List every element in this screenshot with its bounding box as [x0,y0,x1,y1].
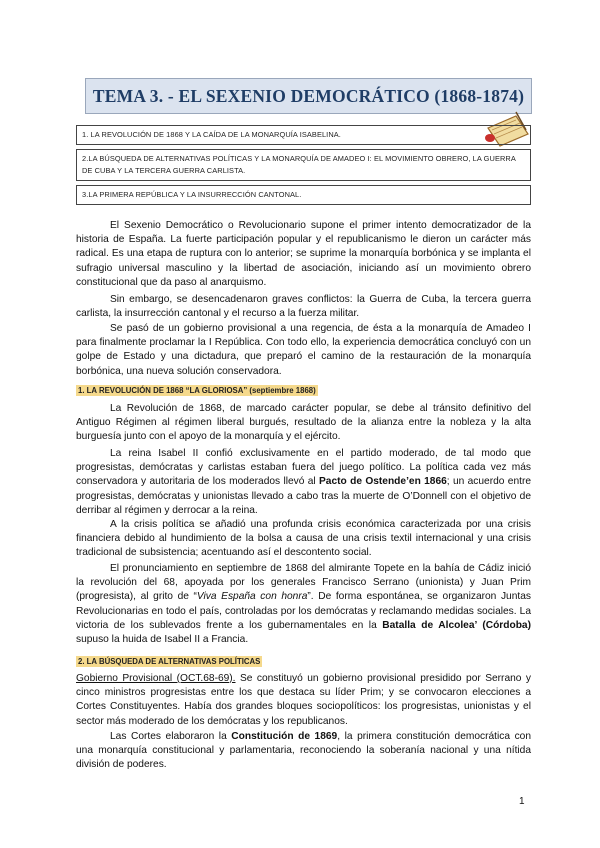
topic-item: 2.LA BÚSQUEDA DE ALTERNATIVAS POLÍTICAS Y LA MONARQUÍA DE AMADEO I: EL MOVIMIENTO OBRERO, LA GUERRA DE CUBA Y LA TERCERA GUERRA CARLISTA. [76,149,531,181]
page-number: 1 [519,796,525,807]
body-paragraph: A la crisis política se añadió una profunda crisis económica caracterizada por una crisis financiera debido al hundimiento de la bolsa a causa de una crisis textil internacional y una crisis tradicional de subsistencia; acentuando así el descontento social. [76,519,531,559]
intro-paragraph: El Sexenio Democrático o Revolucionario supone el primer intento democratizador de la historia de España. La fuerte participación popular y el republicanismo le dieron un carácter más radical. Es una etapa de ruptura con lo anterior; se suprime la monarquía borbónica y se implanta el sufragio universal masculino y la libertad de asociación, iniciando así un movimiento obrero constitucional que da paso al anarquismo. [76,220,531,288]
section-heading: 1. LA REVOLUCIÓN DE 1868 “LA GLORIOSA” (septiembre 1868) [78,386,316,395]
body-paragraph: La reina Isabel II confió exclusivamente en el partido moderado, de tal modo que progresistas, demócratas y carlistas estaban fuera del juego político. La política cada vez más conservadora y autoritaria de los moderados llevó al Pacto de Ostende’en 1866; un acuerdo entre progresistas, demócratas y unionistas llevado a cabo tras la muerte de O’Donnell con el objetivo de derribar al régimen y derrocar a la reina. [76,448,531,516]
section-heading: 2. LA BÚSQUEDA DE ALTERNATIVAS POLÍTICAS [78,657,261,666]
topic-item: 1. LA REVOLUCIÓN DE 1868 Y LA CAÍDA DE LA MONARQUÍA ISABELINA. [76,125,531,145]
page-title: TEMA 3. - EL SEXENIO DEMOCRÁTICO (1868-1874) [92,86,525,106]
topics-list [76,125,531,209]
intro-paragraph: Sin embargo, se desencadenaron graves conflictos: la Guerra de Cuba, la tercera guerra carlista, la insurrección cantonal y el recurso a la fuerza militar. [76,294,531,320]
topic-item: 3.LA PRIMERA REPÚBLICA Y LA INSURRECCIÓN CANTONAL. [76,185,531,205]
intro-paragraph: Se pasó de un gobierno provisional a una regencia, de ésta a la monarquía de Amadeo I para finalmente proclamar la I República. Con todo ello, la experiencia democrática concluyó con un golpe de Estado y una dictadura, que preparó el camino de la restauración de la monarquía borbónica, una nueva solución conservadora. [76,323,531,377]
body-paragraph: El pronunciamiento en septiembre de 1868 del almirante Topete en la bahía de Cádiz inició la revolución del 68, apoyada por los generales Francisco Serrano (unionista) y Juan Prim (progresista), al grito de “Viva España con honra”. De forma espontánea, se organizaron Juntas Revolucionarias en todo el país, controladas por los demócratas y reclamando medidas sociales. La victoria de los sublevados frente a los gubernamentales en la Batalla de Alcolea’ (Córdoba) supuso la huida de Isabel II a Francia. [76,563,531,646]
body-paragraph: Las Cortes elaboraron la Constitución de 1869, la primera constitución democrática con una monarquía constitucional y parlamentaria, reconociendo la soberanía nacional y una nítida división de poderes. [76,731,532,771]
body-paragraph: Gobierno Provisional (OCT.68-69). Se constituyó un gobierno provisional presidido por Serrano y cinco ministros progresistas entre los que destaca su líder Prim; y se convocaron elecciones a Cortes Constituyentes. Había dos grandes bloques sociopolíticos: los progresistas, unionistas y el sector más moderado de los demócratas y los republicanos. [76,673,531,727]
title-banner [85,78,532,114]
body-paragraph: La Revolución de 1868, de marcado carácter popular, se debe al tránsito definitivo del Antiguo Régimen al régimen liberal burgués, resultado de la alianza entre la nobleza y la alta burguesía junto con el apoyo de la monarquía y el ejército. [76,403,531,443]
